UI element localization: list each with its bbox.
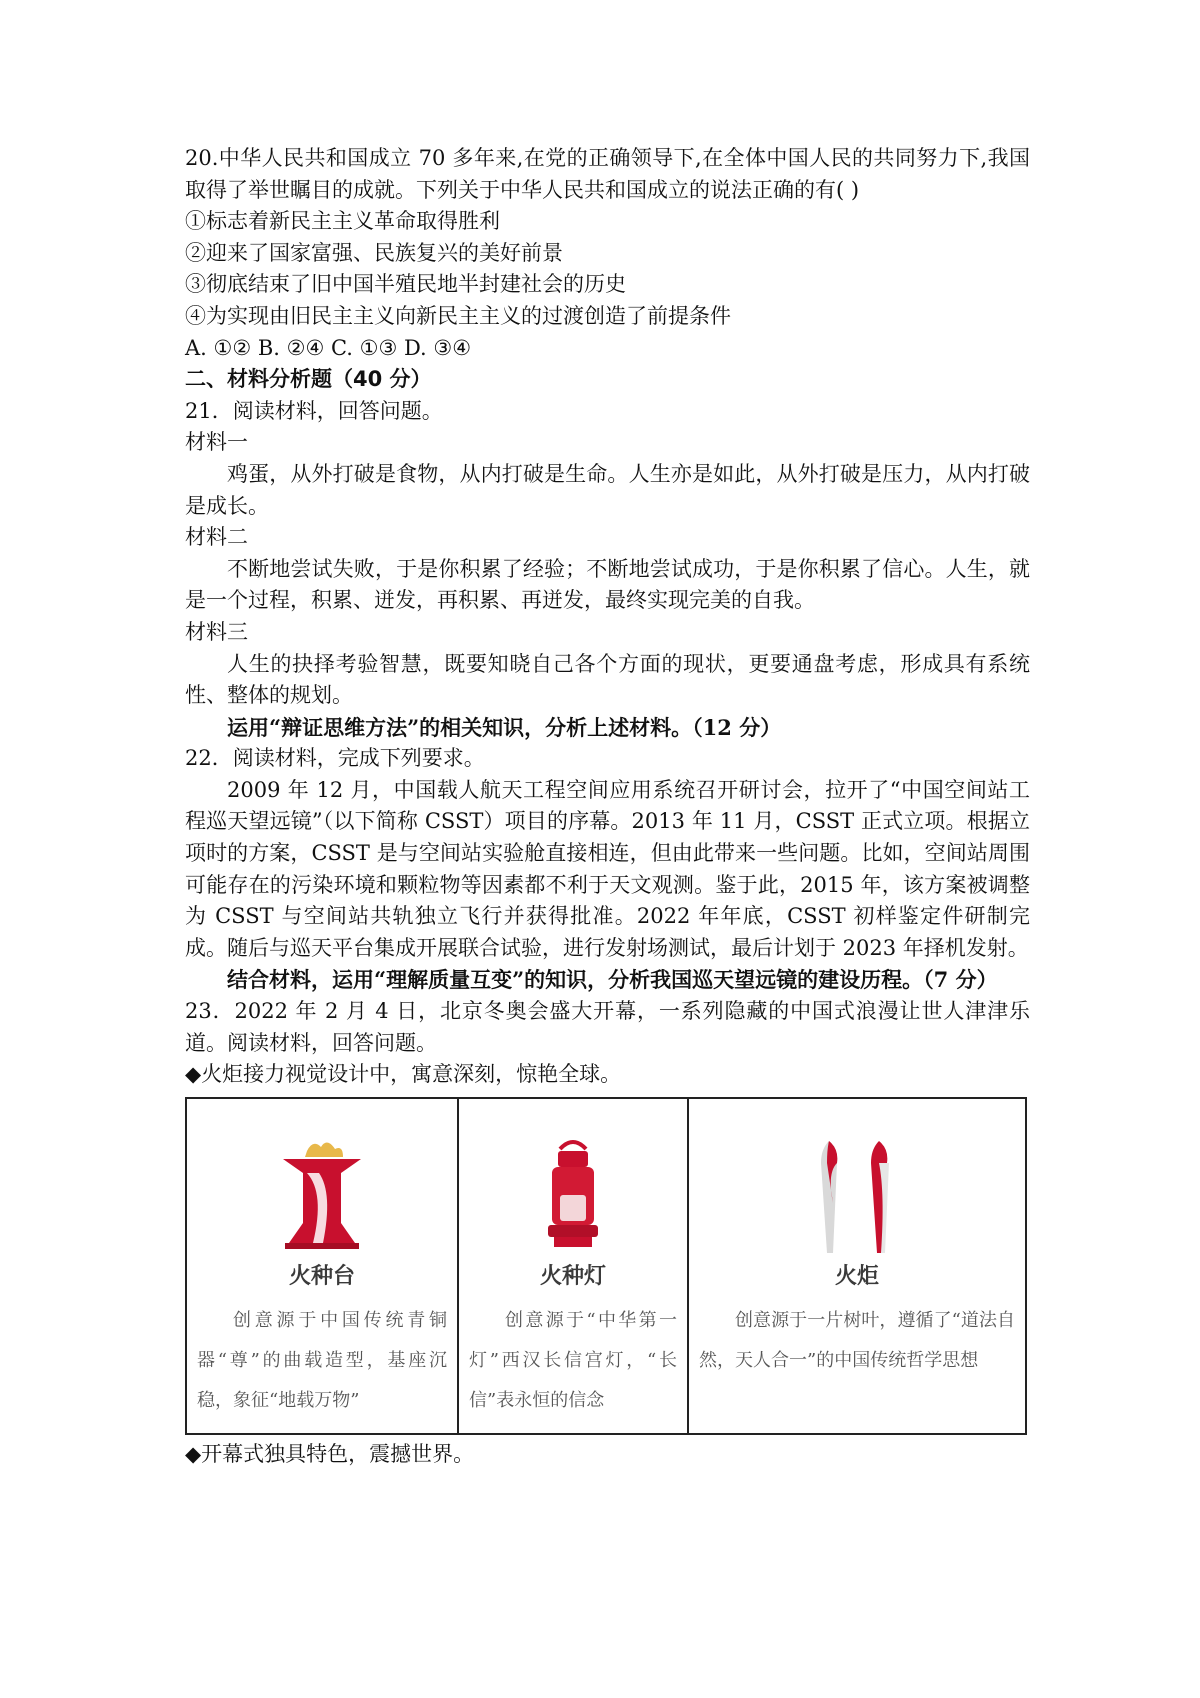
q21-material-3-text: 人生的抉择考验智慧，既要知晓自己各个方面的现状，更要通盘考虑，形成具有系统性、整体的规划。 (185, 651, 1030, 708)
section-heading: 二、材料分析题（40 分） (185, 367, 432, 392)
q20-option-2: ②迎来了国家富强、民族复兴的美好前景 (185, 240, 563, 265)
torch-image (689, 1099, 1025, 1257)
q23-stem: 23．2022 年 2 月 4 日，北京冬奥会盛大开幕，一系列隐藏的中国式浪漫让世人津津乐道。阅读材料，回答问题。 (185, 999, 1030, 1055)
q22-text: 2009 年 12 月，中国载人航天工程空间应用系统召开研讨会，拉开了“中国空间站工程巡天望远镜”（以下简称 CSST）项目的序幕。2013 年 11 月，CSST 正式立项。根据立项时的方案，CSST 是与空间站实验舱直接相连，但由此带来一些问题。比如，空间站周围可能存在的污染环境和颗粒物等因素都不利于天文观测。鉴于此，2015 年，该方案被调整为 CSST 与空间站共轨独立飞行并获得批准。2022 年年底，CSST 初样鉴定件研制完成。随后与巡天平台集成开展联合试验，进行发射场测试，最后计划于 2023 年择机发射。 (185, 777, 1030, 960)
flame-lantern-image (459, 1099, 687, 1257)
q20-choices: A. ①② B. ②④ C. ①③ D. ③④ (185, 335, 472, 360)
q21-material-1-label: 材料一 (185, 430, 248, 455)
flame-stand-image (187, 1099, 457, 1257)
q20-option-1: ①标志着新民主主义革命取得胜利 (185, 209, 500, 234)
q23-bullet-1: ◆火炬接力视觉设计中，寓意深刻，惊艳全球。 (185, 1062, 622, 1087)
torch-design-table (185, 1097, 1027, 1435)
flame-lantern-text: 创意源于“中华第一灯”西汉长信宫灯，“长信”表永恒的信念 (469, 1309, 677, 1411)
q21-material-3-label: 材料三 (185, 619, 248, 644)
q21-stem: 21．阅读材料，回答问题。 (185, 398, 443, 423)
q23-bullet-2: ◆开幕式独具特色，震撼世界。 (185, 1441, 475, 1466)
q21-material-2-text: 不断地尝试失败，于是你积累了经验；不断地尝试成功，于是你积累了信心。人生，就是一个过程，积累、迸发，再积累、再迸发，最终实现完美的自我。 (185, 556, 1030, 613)
q21-material-2-label: 材料二 (185, 525, 248, 550)
flame-stand-icon (277, 1137, 367, 1257)
q22-task: 结合材料，运用“理解质量互变”的知识，分析我国巡天望远镜的建设历程。（7 分） (227, 967, 998, 993)
q22-stem: 22．阅读材料，完成下列要求。 (185, 746, 485, 771)
q21-task: 运用“辩证思维方法”的相关知识，分析上述材料。（12 分） (227, 714, 782, 740)
torch-cell-torch (688, 1098, 1026, 1434)
torch-cell-stand (186, 1098, 458, 1434)
q20-stem: 20.中华人民共和国成立 70 多年来,在党的正确领导下,在全体中国人民的共同努力下,我国取得了举世瞩目的成就。下列关于中华人民共和国成立的说法正确的有( ) (185, 146, 1030, 202)
torch-icon (807, 1137, 907, 1257)
q20-option-4: ④为实现由旧民主主义向新民主主义的过渡创造了前提条件 (185, 303, 731, 328)
torch-text: 创意源于一片树叶，遵循了“道法自然，天人合一”的中国传统哲学思想 (699, 1309, 1015, 1371)
flame-stand-text: 创意源于中国传统青铜器“尊”的曲载造型，基座沉稳，象征“地载万物” (197, 1309, 447, 1411)
flame-lantern-title: 火种灯 (539, 1263, 606, 1289)
exam-page (185, 143, 1030, 1470)
torch-cell-lantern (458, 1098, 688, 1434)
torch-title: 火炬 (834, 1263, 879, 1289)
flame-lantern-icon (538, 1137, 608, 1257)
flame-stand-title: 火种台 (288, 1263, 355, 1289)
q20-option-3: ③彻底结束了旧中国半殖民地半封建社会的历史 (185, 272, 626, 297)
q21-material-1-text: 鸡蛋，从外打破是食物，从内打破是生命。人生亦是如此，从外打破是压力，从内打破是成长。 (185, 461, 1030, 518)
